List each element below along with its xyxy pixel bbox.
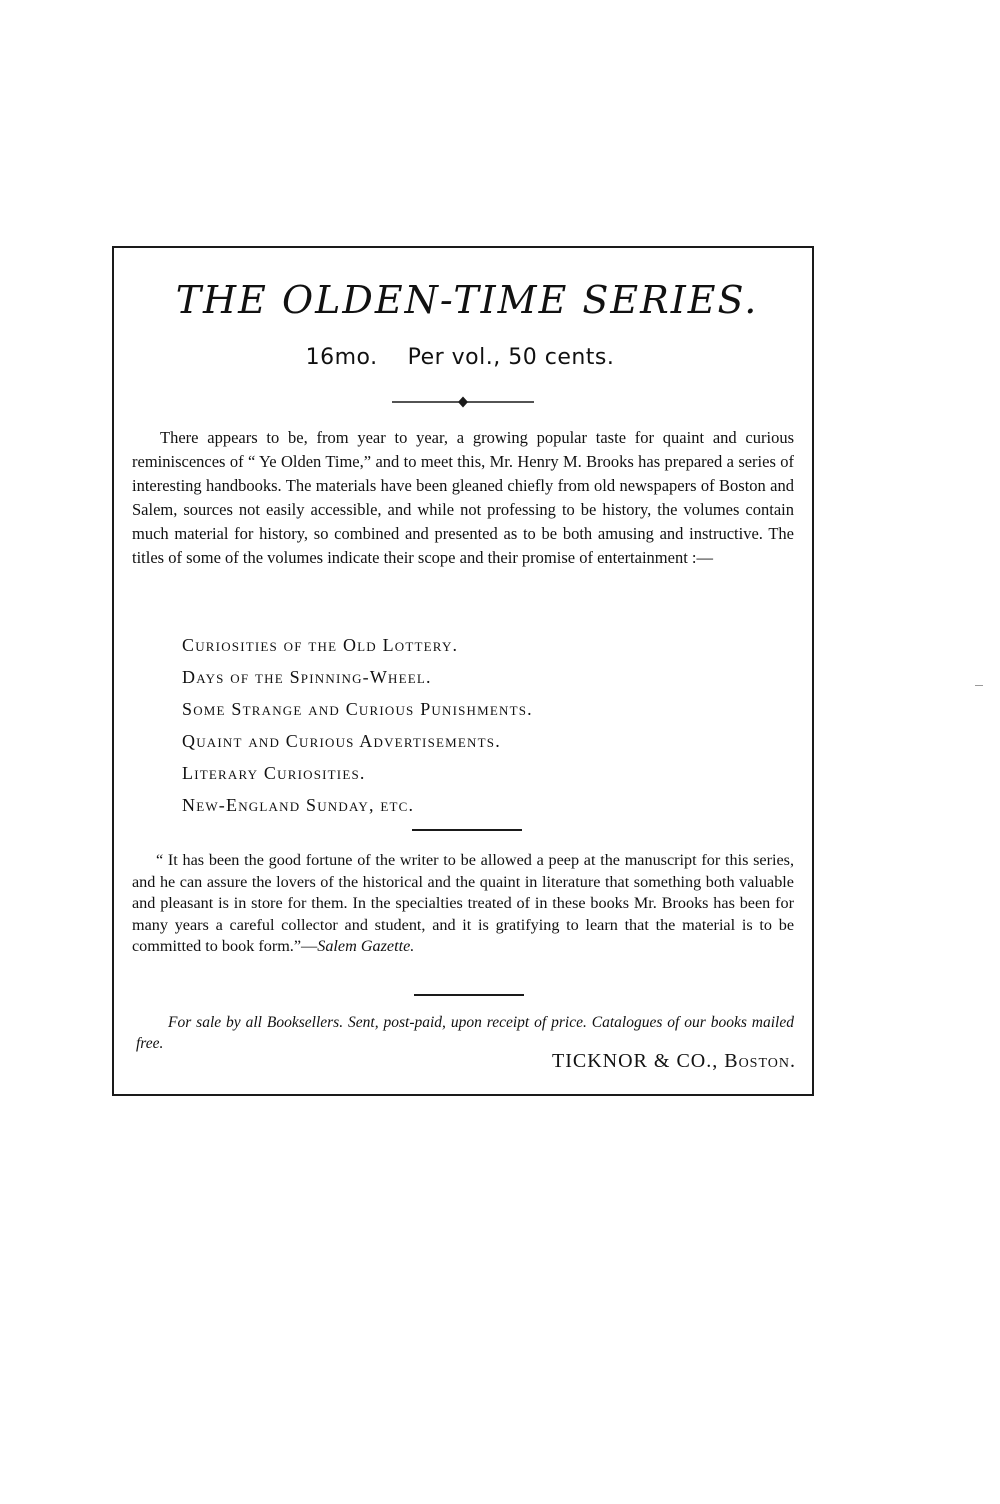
volume-title: New-England Sunday, etc.: [182, 795, 415, 815]
volume-title: Curiosities of the Old Lottery.: [182, 635, 459, 655]
publisher-name: TICKNOR & CO.,: [552, 1050, 719, 1072]
book-format: 16mo.: [305, 345, 378, 370]
publisher-imprint: [552, 1050, 796, 1073]
series-description: There appears to be, from year to year, a growing popular taste for quaint and curious reminiscences of “ Ye Olden Time,” and to meet this, Mr. Henry M. Brooks has prepared a series of interesting handbooks. The materials have been gleaned chiefly from old newspapers of Boston and Salem, sources not easily accessible, and while not professing to be history, the volumes contain much material for history, so combined and presented as to be both amusing and instructive. The titles of some of the volumes indicate their scope and their promise of entertainment :—: [132, 428, 794, 567]
series-title: THE OLDEN-TIME SERIES.: [175, 278, 759, 322]
volume-title: Days of the Spinning-Wheel.: [182, 667, 432, 687]
review-quote: [132, 850, 794, 958]
diamond-rule-ornament: [392, 395, 534, 409]
section-divider: [414, 994, 524, 996]
publisher-city: Boston.: [724, 1050, 796, 1072]
volume-price: Per vol., 50 cents.: [407, 345, 615, 370]
volume-title-list: [182, 629, 533, 821]
section-divider: [412, 829, 522, 831]
sale-notice: For sale by all Booksellers. Sent, post-paid, upon receipt of price. Catalogues of our books mailed free.: [136, 1014, 794, 1052]
review-text: “ It has been the good fortune of the writer to be allowed a peep at the manuscript for this series, and he can assure the lovers of the historical and the quaint in literature that something both valuable and pleasant is in store for them. In the specialties treated of in these books Mr. Brooks has been for many years a careful collector and student, and it is gratifying to learn that the material is to be committed to book form.”—: [132, 851, 794, 955]
review-source: Salem Gazette.: [317, 937, 415, 955]
format-and-price: [0, 345, 920, 370]
margin-mark: [975, 685, 983, 686]
volume-title: Literary Curiosities.: [182, 763, 366, 783]
volume-title: Some Strange and Curious Punishments.: [182, 699, 533, 719]
volume-title: Quaint and Curious Advertisements.: [182, 731, 501, 751]
